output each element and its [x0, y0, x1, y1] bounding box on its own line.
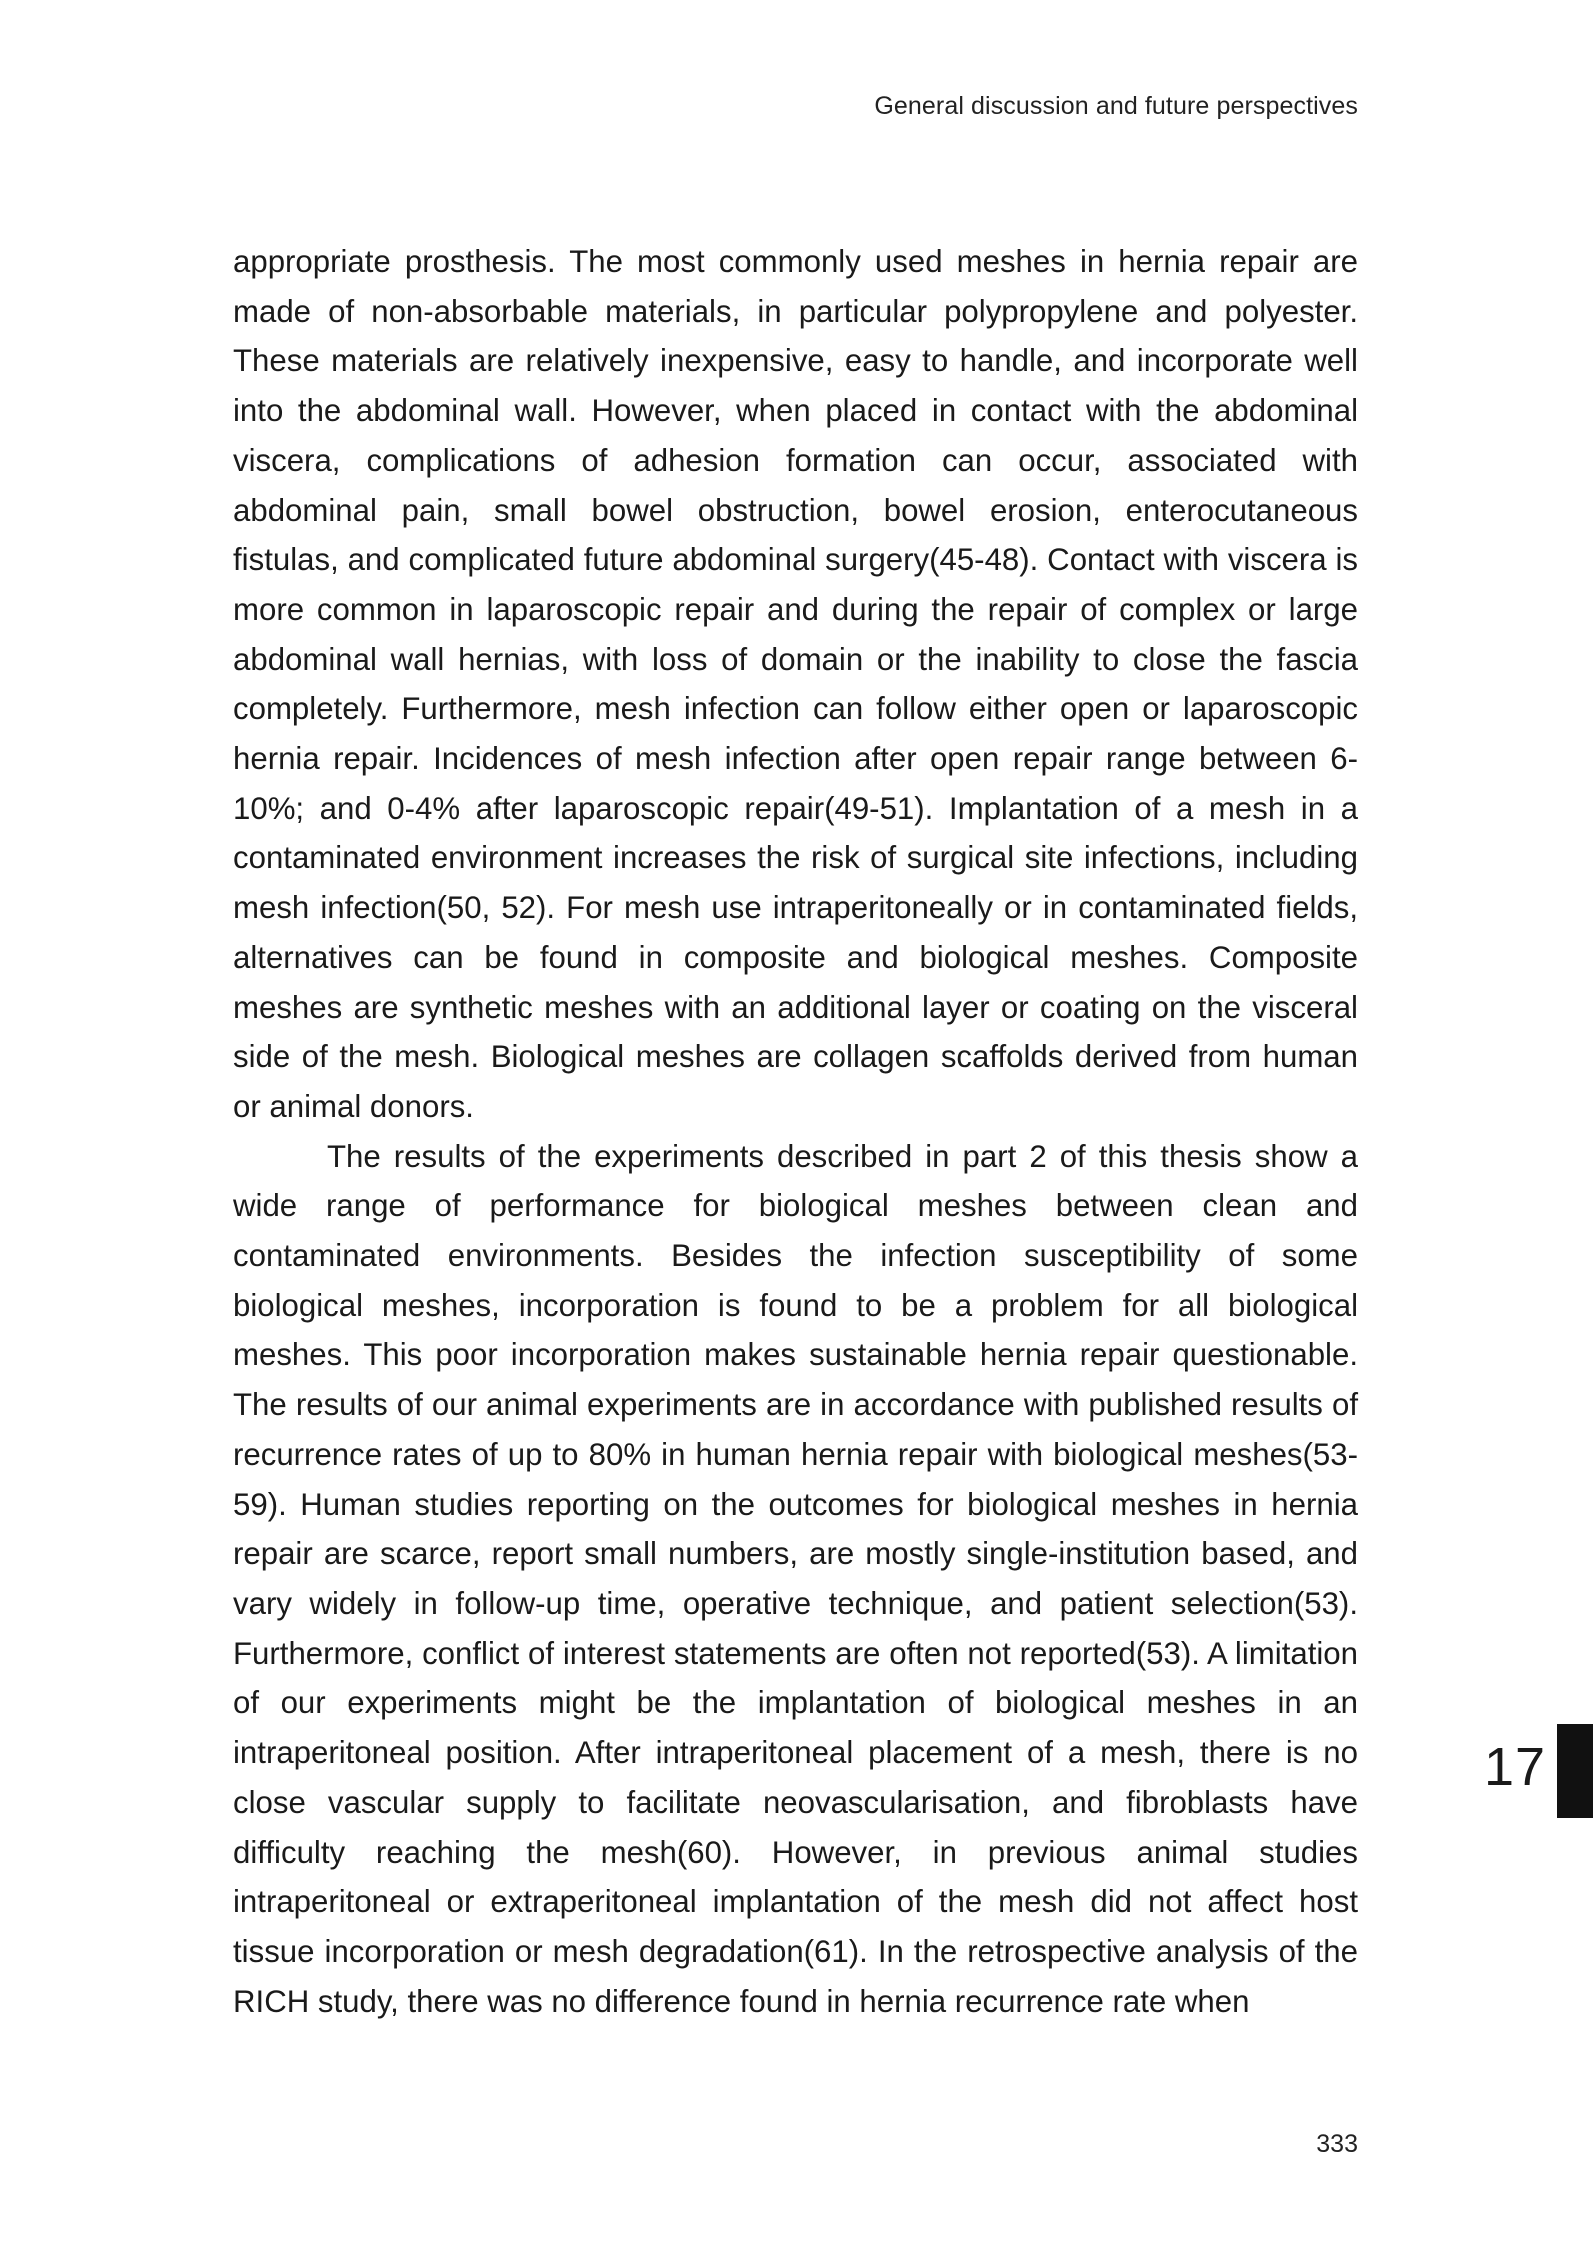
page-number: 333: [1316, 2130, 1358, 2158]
body-text: [233, 237, 1358, 2026]
chapter-thumb-tab: [1557, 1724, 1593, 1818]
paragraph-1: appropriate prosthesis. The most commonly used meshes in hernia repair are made of non-absorbable materials, in particular polypropylene and polyester. These materials are relatively inexpensive, easy to handle, and incorporate well into the abdominal wall. However, when placed in contact with the abdominal viscera, complications of adhesion formation can occur, associated with abdominal pain, small bowel obstruction, bowel erosion, enterocutaneous fistulas, and complicated future abdominal surgery(45-48). Contact with viscera is more common in laparoscopic repair and during the repair of complex or large abdominal wall hernias, with loss of domain or the inability to close the fascia completely. Furthermore, mesh infection can follow either open or laparoscopic hernia repair. Incidences of mesh infection after open repair range between 6-10%; and 0-4% after laparoscopic repair(49-51). Implantation of a mesh in a contaminated environment increases the risk of surgical site infections, including mesh infection(50, 52). For mesh use intraperitoneally or in contaminated fields, alternatives can be found in composite and biological meshes. Composite meshes are synthetic meshes with an additional layer or coating on the visceral side of the mesh. Biological meshes are collagen scaffolds derived from human or animal donors.: [233, 244, 1358, 1124]
paragraph-2: The results of the experiments described in part 2 of this thesis show a wide range of performance for biological meshes between clean and contaminated environments. Besides the infection susceptibility of some biological meshes, incorporation is found to be a problem for all biological meshes. This poor incorporation makes sustainable hernia repair questionable. The results of our animal experiments are in accordance with published results of recurrence rates of up to 80% in human hernia repair with biological meshes(53-59). Human studies reporting on the outcomes for biological meshes in hernia repair are scarce, report small numbers, are mostly single-institution based, and vary widely in follow-up time, operative technique, and patient selection(53). Furthermore, conflict of interest statements are often not reported(53). A limitation of our experiments might be the implantation of biological meshes in an intraperitoneal position. After intraperitoneal placement of a mesh, there is no close vascular supply to facilitate neovascularisation, and fibroblasts have difficulty reaching the mesh(60). However, in previous animal studies intraperitoneal or extraperitoneal implantation of the mesh did not affect host tissue incorporation or mesh degradation(61). In the retrospective analysis of the RICH study, there was no difference found in hernia recurrence rate when: [233, 1138, 1358, 2019]
chapter-number: 17: [1484, 1737, 1547, 1797]
running-header: General discussion and future perspectives: [874, 92, 1358, 120]
